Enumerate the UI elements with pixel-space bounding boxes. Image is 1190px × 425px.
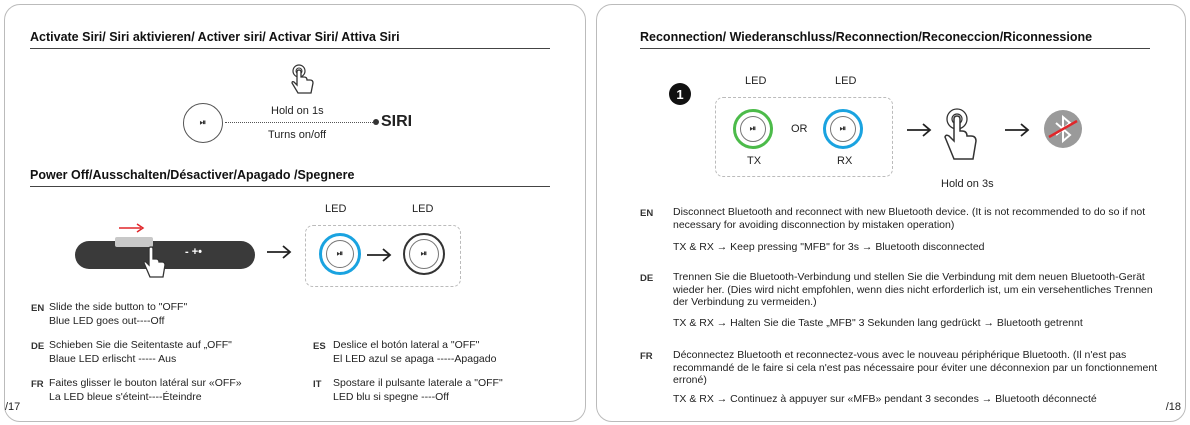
- instr-line2: La LED bleue s'éteint----Éteindre: [49, 391, 202, 403]
- para-code: DE: [640, 273, 654, 284]
- para-text: Disconnect Bluetooth and reconnect with new Bluetooth device. (It is not recommended to do so if not necessary for avoiding disconnection by mistaken operation): [673, 206, 1146, 231]
- siri-target-label: SIRI: [381, 113, 413, 130]
- arrow-right-icon: [907, 123, 933, 137]
- mfb-button-blue-led-icon: [823, 109, 863, 149]
- mfb-glyph: ⏯: [839, 124, 847, 133]
- arrow-right-icon: [267, 245, 293, 259]
- reconnect-led2-label: LED: [835, 75, 857, 87]
- siri-heading-rule: [30, 48, 550, 49]
- instr-code: ES: [313, 341, 326, 352]
- mfb-button-off-icon: [403, 233, 445, 275]
- left-page: [4, 4, 586, 422]
- hand-slide-icon: [141, 247, 171, 281]
- mfb-glyph: ⏯: [336, 249, 344, 258]
- or-label: OR: [791, 123, 808, 135]
- para-text: Déconnectez Bluetooth et reconnectez-vous avec le nouveau périphérique Bluetooth. (Il n'est pas recommandé de le faire si cela n'est pas nécessaire pour éviter une déconnexion par un fonctionnement erroné): [673, 349, 1158, 386]
- para-text: Trennen Sie die Bluetooth-Verbindung und stellen Sie die Verbindung mit dem neuen Bluetooth-Gerät wieder her. (Dies wird nicht empfohlen, wenn dies nicht erforderlich ist, um ein versehentliches Trennen der Verbindung zu vermeiden.): [673, 271, 1153, 308]
- page-number: /18: [1165, 401, 1181, 413]
- para-step: TX & RX → Continuez à appuyer sur «MFB» pendant 3 secondes → Bluetooth déconnecté: [673, 393, 1097, 405]
- instr-code: DE: [31, 341, 45, 352]
- arrow-right-icon: [367, 248, 393, 262]
- right-page: [596, 4, 1186, 422]
- instr-line2: Blaue LED erlischt ----- Aus: [49, 353, 177, 365]
- instr-code: FR: [31, 379, 44, 390]
- instr-line1: Faites glisser le bouton latéral sur «OFF»: [49, 377, 242, 389]
- instr-code: EN: [31, 303, 45, 314]
- instr-line2: LED blu si spegne ----Off: [333, 391, 449, 403]
- instr-line2: El LED azul se apaga -----Apagado: [333, 353, 497, 365]
- hand-press-icon: [287, 63, 321, 97]
- mfb-button-icon: [183, 103, 223, 143]
- para-step: TX & RX → Halten Sie die Taste „MFB" 3 Sekunden lang gedrückt → Bluetooth getrennt: [673, 317, 1083, 329]
- instr-code: IT: [313, 379, 322, 390]
- arrow-right-icon: [1005, 123, 1031, 137]
- instr-line1: Spostare il pulsante laterale a "OFF": [333, 377, 503, 389]
- instr-line1: Slide the side button to "OFF": [49, 301, 188, 313]
- step-number-icon: 1: [669, 83, 691, 105]
- power-heading-rule: [30, 186, 550, 187]
- side-slider-button: [115, 237, 153, 247]
- para-code: FR: [640, 351, 653, 362]
- mfb-button-blue-led-icon: [319, 233, 361, 275]
- instr-line1: Deslice el botón lateral a "OFF": [333, 339, 480, 351]
- mfb-glyph: ⏯: [199, 118, 207, 127]
- hold-3s-label: Hold on 3s: [941, 178, 994, 190]
- reconnect-heading-rule: [640, 48, 1150, 49]
- siri-heading: Activate Siri/ Siri aktivieren/ Activer siri/ Activar Siri/ Attiva Siri: [30, 30, 400, 44]
- tx-label: TX: [747, 155, 762, 167]
- power-heading: Power Off/Ausschalten/Désactiver/Apagado /Spegnere: [30, 168, 355, 182]
- siri-dotted-line: [225, 122, 375, 123]
- instr-line1: Schieben Sie die Seitentaste auf „OFF": [49, 339, 232, 351]
- bluetooth-off-icon: [1043, 109, 1083, 149]
- siri-hold-label: Hold on 1s: [271, 105, 324, 117]
- power-led2-label: LED: [412, 203, 434, 215]
- hand-press-icon: [939, 105, 983, 169]
- para-step: TX & RX → Keep pressing "MFB" for 3s → Bluetooth disconnected: [673, 241, 985, 253]
- siri-turns-label: Turns on/off: [268, 129, 327, 141]
- slide-arrow-icon: [117, 223, 147, 233]
- reconnect-heading: Reconnection/ Wiederanschluss/Reconnection/Reconeccion/Riconnessione: [640, 30, 1093, 44]
- mfb-button-green-led-icon: [733, 109, 773, 149]
- power-led1-label: LED: [325, 203, 347, 215]
- siri-line-dot: [373, 119, 379, 125]
- para-code: EN: [640, 208, 654, 219]
- page-number: /17: [5, 401, 21, 413]
- mfb-glyph: ⏯: [420, 249, 428, 258]
- reconnect-led1-label: LED: [745, 75, 767, 87]
- rx-label: RX: [837, 155, 853, 167]
- slider-marks: - +•: [185, 246, 202, 258]
- mfb-glyph: ⏯: [749, 124, 757, 133]
- instr-line2: Blue LED goes out----Off: [49, 315, 165, 327]
